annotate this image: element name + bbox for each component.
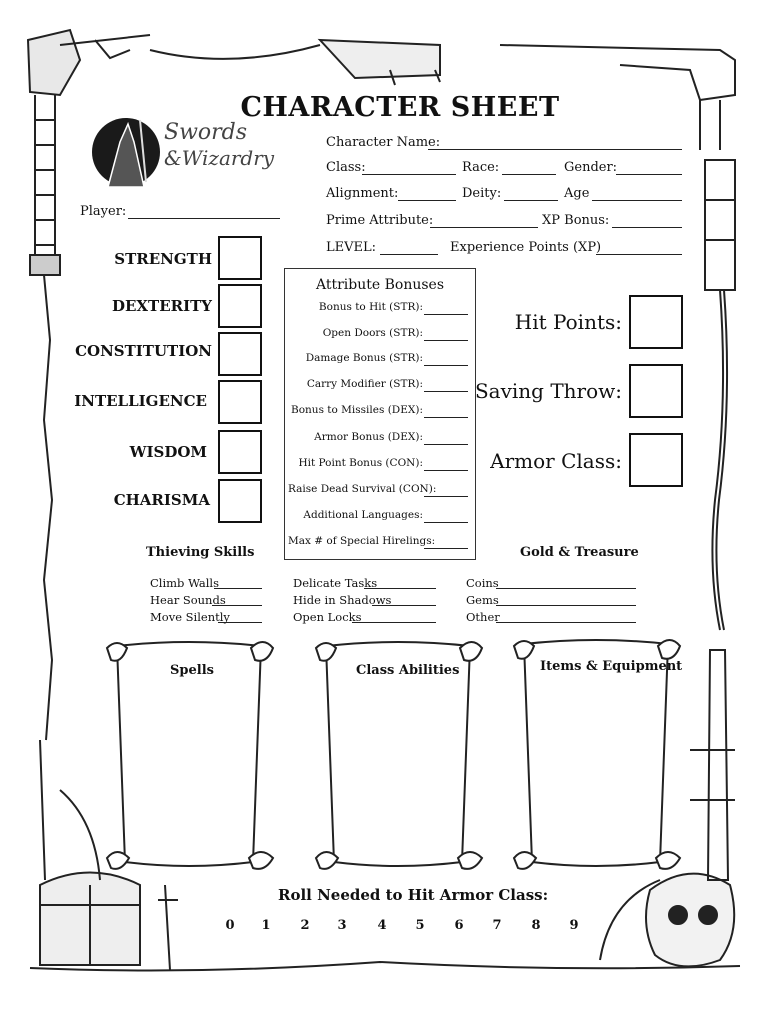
- to-hit-number[interactable]: 9: [569, 918, 579, 933]
- bonus-row: Damage Bonus (STR):: [305, 352, 423, 364]
- armor-class-box[interactable]: [629, 433, 683, 487]
- items-equipment-title: Items & Equipment: [540, 659, 683, 674]
- logo-line2: &Wizardry: [164, 146, 275, 170]
- logo-line1: Swords: [164, 120, 248, 145]
- attr-strength-label: STRENGTH: [114, 250, 212, 268]
- to-hit-number[interactable]: 2: [300, 918, 310, 933]
- to-hit-number[interactable]: 3: [337, 918, 347, 933]
- hit-points-box[interactable]: [629, 295, 683, 349]
- thieving-skill-field[interactable]: [364, 588, 436, 589]
- thieving-skill-field[interactable]: [372, 605, 436, 606]
- player-label: Player:: [80, 204, 127, 219]
- spells-title: Spells: [170, 663, 214, 678]
- page-title: CHARACTER SHEET: [240, 92, 560, 123]
- gender-label: Gender:: [564, 160, 618, 175]
- bonus-row: Armor Bonus (DEX):: [314, 431, 423, 443]
- treasure-field[interactable]: [496, 622, 636, 623]
- bonus-row: Additional Languages:: [303, 509, 423, 521]
- to-hit-number[interactable]: 7: [492, 918, 502, 933]
- attr-charisma-label: CHARISMA: [113, 491, 210, 509]
- attr-strength-box[interactable]: [218, 236, 262, 280]
- thieving-skill-label: Hide in Shadows: [293, 593, 392, 607]
- bonus-row: Bonus to Hit (STR):: [318, 301, 423, 313]
- to-hit-number[interactable]: 5: [415, 918, 425, 933]
- saving-throw-label: Saving Throw:: [474, 379, 622, 403]
- attr-dexterity-box[interactable]: [218, 284, 262, 328]
- gender-field[interactable]: [616, 174, 682, 175]
- age-label: Age: [564, 186, 590, 201]
- attr-dexterity-label: DEXTERITY: [111, 297, 212, 315]
- race-field[interactable]: [502, 174, 556, 175]
- bonus-field[interactable]: [424, 365, 468, 366]
- thieving-skill-label: Hear Sounds: [150, 593, 226, 607]
- thieving-skill-label: Open Locks: [293, 610, 362, 624]
- thieving-skill-label: Delicate Tasks: [293, 576, 378, 590]
- logo: [88, 112, 298, 192]
- experience-points-label: Experience Points (XP): [450, 240, 602, 255]
- wizard-logo-icon: [88, 112, 163, 192]
- class-field[interactable]: [362, 174, 456, 175]
- attr-wisdom-label: WISDOM: [129, 443, 207, 461]
- character-name-field[interactable]: [428, 149, 682, 150]
- attr-constitution-label: CONSTITUTION: [75, 342, 212, 360]
- bonus-row: Carry Modifier (STR):: [306, 378, 423, 390]
- bonus-field[interactable]: [424, 496, 468, 497]
- to-hit-number[interactable]: 1: [261, 918, 271, 933]
- thieving-skill-field[interactable]: [212, 605, 262, 606]
- saving-throw-box[interactable]: [629, 364, 683, 418]
- prime-attribute-label: Prime Attribute:: [326, 213, 434, 228]
- treasure-label: Other: [466, 610, 500, 624]
- bonus-field[interactable]: [424, 548, 468, 549]
- to-hit-number[interactable]: 8: [531, 918, 541, 933]
- bonus-field[interactable]: [424, 444, 468, 445]
- experience-points-field[interactable]: [596, 254, 682, 255]
- armor-class-label: Armor Class:: [490, 449, 622, 473]
- attr-intelligence-label: INTELLIGENCE: [74, 392, 207, 410]
- treasure-field[interactable]: [496, 588, 636, 589]
- thieving-skill-field[interactable]: [352, 622, 436, 623]
- attr-charisma-box[interactable]: [218, 479, 262, 523]
- attribute-bonuses-title: Attribute Bonuses: [315, 277, 445, 293]
- class-label: Class:: [326, 160, 366, 175]
- bonus-row: Max # of Special Hirelings:: [288, 535, 436, 547]
- player-field[interactable]: [128, 218, 280, 219]
- race-label: Race:: [462, 160, 500, 175]
- treasure-label: Gems: [466, 593, 499, 607]
- attr-intelligence-box[interactable]: [218, 380, 262, 424]
- attr-wisdom-box[interactable]: [218, 430, 262, 474]
- treasure-field[interactable]: [496, 605, 636, 606]
- xp-bonus-label: XP Bonus:: [542, 213, 610, 228]
- thieving-skill-label: Climb Walls: [150, 576, 220, 590]
- thieving-skill-field[interactable]: [214, 588, 262, 589]
- alignment-field[interactable]: [398, 200, 456, 201]
- level-field[interactable]: [380, 254, 438, 255]
- bonus-field[interactable]: [424, 522, 468, 523]
- treasure-label: Coins: [466, 576, 499, 590]
- bonus-row: Bonus to Missiles (DEX):: [291, 404, 423, 416]
- bonus-row: Open Doors (STR):: [322, 327, 423, 339]
- character-name-label: Character Name:: [326, 135, 441, 150]
- thieving-skills-title: Thieving Skills: [146, 545, 255, 560]
- attr-constitution-box[interactable]: [218, 332, 262, 376]
- to-hit-title: Roll Needed to Hit Armor Class:: [278, 886, 549, 904]
- hit-points-label: Hit Points:: [514, 310, 622, 334]
- thieving-skill-label: Move Silently: [150, 610, 230, 624]
- deity-label: Deity:: [462, 186, 502, 201]
- class-abilities-title: Class Abilities: [356, 663, 460, 678]
- level-label: LEVEL:: [326, 240, 377, 255]
- prime-attribute-field[interactable]: [430, 227, 538, 228]
- bonus-row: Raise Dead Survival (CON):: [288, 483, 437, 495]
- gold-treasure-title: Gold & Treasure: [520, 545, 639, 560]
- age-field[interactable]: [592, 200, 682, 201]
- to-hit-number[interactable]: 0: [225, 918, 235, 933]
- alignment-label: Alignment:: [326, 186, 399, 201]
- thieving-skill-field[interactable]: [218, 622, 262, 623]
- deity-field[interactable]: [504, 200, 558, 201]
- bonus-row: Hit Point Bonus (CON):: [298, 457, 423, 469]
- xp-bonus-field[interactable]: [612, 227, 682, 228]
- to-hit-number[interactable]: 4: [377, 918, 387, 933]
- bonus-field[interactable]: [424, 417, 468, 418]
- bonus-field[interactable]: [424, 340, 468, 341]
- to-hit-number[interactable]: 6: [454, 918, 464, 933]
